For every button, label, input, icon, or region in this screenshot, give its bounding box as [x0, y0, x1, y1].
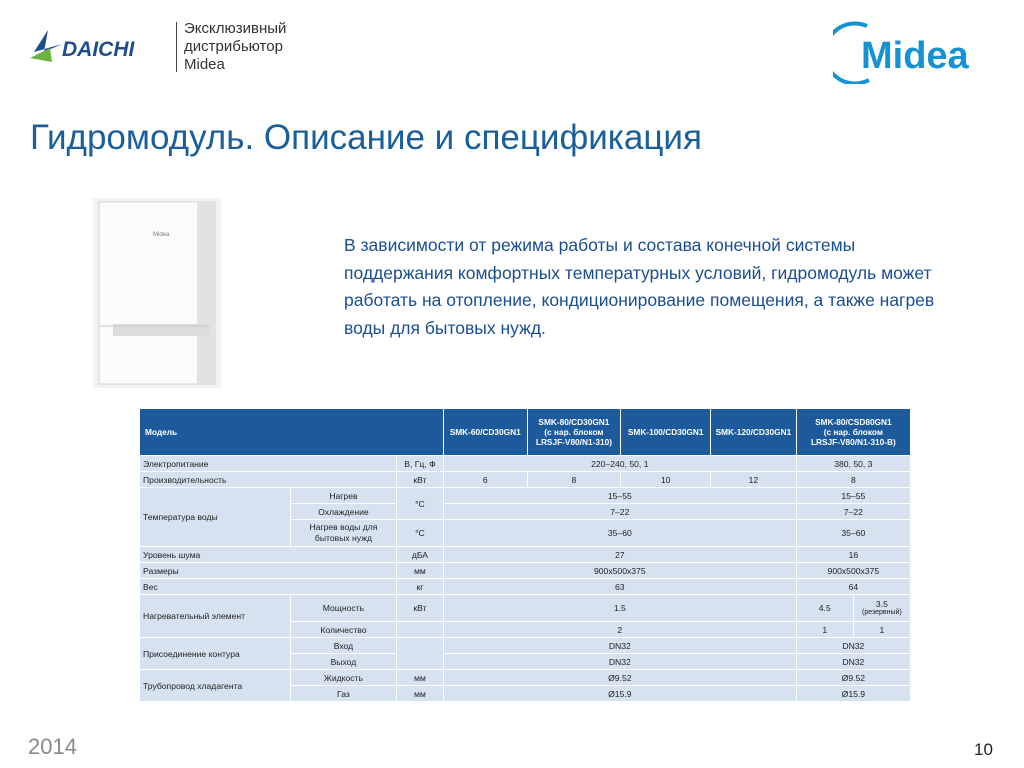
refrigerant-gas-unit: мм [396, 686, 443, 702]
hot-water-value-b: 35–60 [796, 520, 910, 547]
table-row [140, 488, 911, 504]
daichi-wordmark: DAICHI [62, 38, 135, 61]
model-smk-60-header: SMK-60/CD30GN1 [443, 409, 527, 456]
heating-value: 15–55 [443, 488, 796, 504]
circuit-outlet-value: DN32 [443, 654, 796, 670]
hot-water-value: 35–60 [443, 520, 796, 547]
hot-water-unit: °C [396, 520, 443, 547]
heater-power-value-b2 [853, 595, 910, 622]
refrigerant-gas-value-b: Ø15.9 [796, 686, 910, 702]
water-temp-unit: °C [396, 488, 443, 520]
circuit-inlet-value-b: DN32 [796, 638, 910, 654]
table-row [140, 472, 911, 488]
page-title: Гидромодуль. Описание и спецификация [30, 118, 702, 157]
power-supply-value-b: 380, 50, 3 [796, 456, 910, 472]
heater-power-b2-number: 3.5 [875, 599, 888, 609]
table-row [140, 456, 911, 472]
weight-label: Вес [140, 579, 397, 595]
midea-wordmark: Midea [861, 35, 969, 77]
dimensions-value-b: 900x500x375 [796, 563, 910, 579]
product-brand-label: Midea [153, 232, 170, 238]
heater-power-label: Мощность [290, 595, 396, 622]
refrigerant-liquid-value-b: Ø9.52 [796, 670, 910, 686]
heater-power-b2-note: (резервный) [862, 609, 902, 616]
weight-value: 63 [443, 579, 796, 595]
noise-unit: дБА [396, 547, 443, 563]
circuit-label: Присоединение контура [140, 638, 291, 670]
distributor-caption [184, 20, 286, 74]
model-smk-80-header [527, 409, 621, 456]
table-row [140, 547, 911, 563]
table-row [140, 595, 911, 622]
capacity-value-3: 10 [621, 472, 711, 488]
page-number: 10 [974, 740, 993, 759]
heater-power-value: 1.5 [443, 595, 796, 622]
heater-qty-value-b2: 1 [853, 622, 910, 638]
capacity-unit: кВт [396, 472, 443, 488]
cooling-value: 7–22 [443, 504, 796, 520]
model-smk-100-header: SMK-100/CD30GN1 [621, 409, 711, 456]
noise-value: 27 [443, 547, 796, 563]
heater-qty-value-b1: 1 [796, 622, 853, 638]
model-smk-80-line-1: SMK-80/CD30GN1 [538, 417, 610, 427]
midea-logo [833, 18, 999, 84]
table-row [140, 670, 911, 686]
capacity-value-1: 6 [443, 472, 527, 488]
dimensions-value: 900x500x375 [443, 563, 796, 579]
power-supply-value: 220–240, 50, 1 [443, 456, 796, 472]
hydromodule-image [93, 198, 221, 388]
capacity-label: Производительность [140, 472, 397, 488]
footer-year: 2014 [28, 734, 77, 759]
refrigerant-gas-value: Ø15.9 [443, 686, 796, 702]
refrigerant-label: Трубопровод хладагента [140, 670, 291, 702]
circuit-outlet-label: Выход [290, 654, 396, 670]
cooling-value-b: 7–22 [796, 504, 910, 520]
caption-line-3: Midea [184, 56, 225, 73]
capacity-value-4: 12 [711, 472, 797, 488]
dimensions-unit: мм [396, 563, 443, 579]
noise-value-b: 16 [796, 547, 910, 563]
model-csd-line-1: SMK-80/CSD80GN1 [815, 417, 892, 427]
table-row [140, 579, 911, 595]
circuit-outlet-value-b: DN32 [796, 654, 910, 670]
header-row [140, 409, 911, 456]
model-smk-80-line-3: LRSJF-V80/N1-310) [535, 437, 612, 447]
model-smk-120-header: SMK-120/CD30GN1 [711, 409, 797, 456]
capacity-value-2: 8 [527, 472, 621, 488]
heating-value-b: 15–55 [796, 488, 910, 504]
heater-qty-value: 2 [443, 622, 796, 638]
refrigerant-liquid-value: Ø9.52 [443, 670, 796, 686]
model-smk-80-line-2: (с нар. блоком [544, 427, 604, 437]
heater-qty-unit [396, 622, 443, 638]
model-smk-80-csd-header [796, 409, 910, 456]
noise-label: Уровень шума [140, 547, 397, 563]
table-row [140, 563, 911, 579]
circuit-unit [396, 638, 443, 670]
heater-label: Нагревательный элемент [140, 595, 291, 638]
weight-unit: кг [396, 579, 443, 595]
model-header: Модель [140, 409, 444, 456]
refrigerant-liquid-unit: мм [396, 670, 443, 686]
spec-table [139, 408, 911, 702]
capacity-value-5: 8 [796, 472, 910, 488]
model-csd-line-3: LRSJF-V80/N1-310-B) [810, 437, 896, 447]
header-divider [176, 22, 177, 72]
circuit-inlet-label: Вход [290, 638, 396, 654]
refrigerant-gas-label: Газ [290, 686, 396, 702]
caption-line-2: дистрибьютор [184, 38, 283, 55]
weight-value-b: 64 [796, 579, 910, 595]
table-row [140, 638, 911, 654]
power-supply-unit: В, Гц, Ф [396, 456, 443, 472]
dimensions-label: Размеры [140, 563, 397, 579]
daichi-logo [28, 22, 168, 74]
circuit-inlet-value: DN32 [443, 638, 796, 654]
caption-line-1: Эксклюзивный [184, 20, 287, 37]
cooling-label: Охлаждение [290, 504, 396, 520]
heater-power-value-b1: 4.5 [796, 595, 853, 622]
hot-water-label: Нагрев воды для бытовых нужд [290, 520, 396, 547]
refrigerant-liquid-label: Жидкость [290, 670, 396, 686]
model-csd-line-2: (с нар. блоком [823, 427, 883, 437]
heater-qty-label: Количество [290, 622, 396, 638]
power-supply-label: Электропитание [140, 456, 397, 472]
heating-label: Нагрев [290, 488, 396, 504]
spec-table-wrapper [139, 408, 911, 702]
heater-power-unit: кВт [396, 595, 443, 622]
water-temp-label: Температура воды [140, 488, 291, 547]
description-text: В зависимости от режима работы и состава конечной системы поддержания комфортных температурных условий, гидромодуль может работать на отопление, кондиционирование помещения, а также нагрев воды для бытовых нужд. [344, 235, 935, 338]
